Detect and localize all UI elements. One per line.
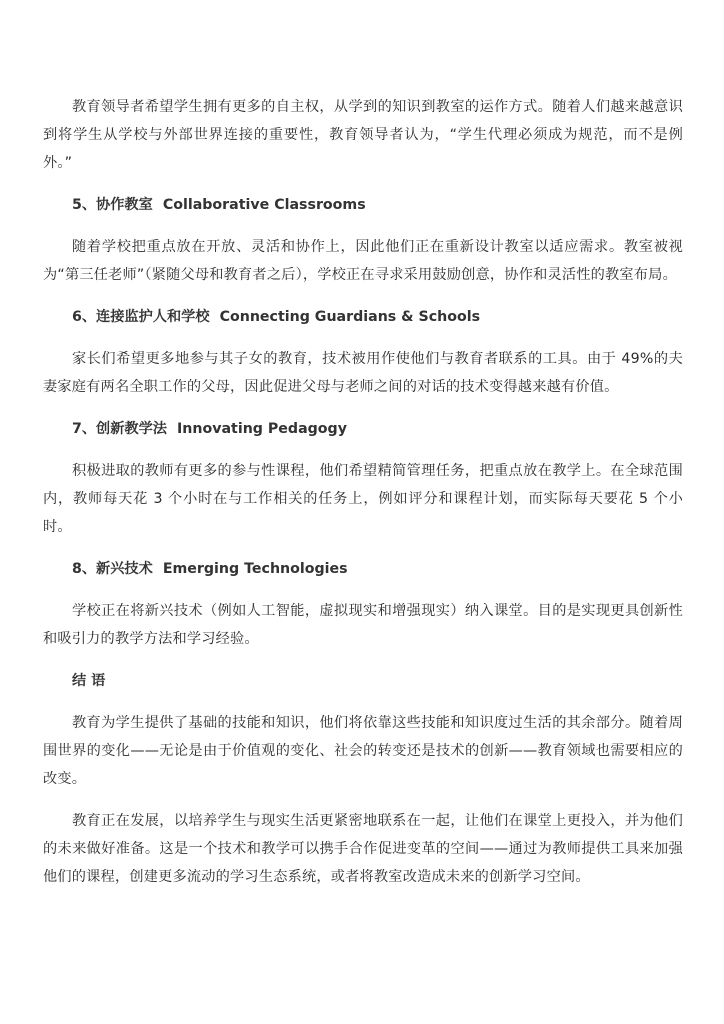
section-heading-en: Collaborative Classrooms bbox=[162, 197, 366, 213]
section-heading-cn: 8、新兴技术 bbox=[72, 561, 153, 577]
conclusion-heading: 结 语 bbox=[72, 673, 106, 689]
section-heading-cn: 5、协作教室 bbox=[72, 197, 153, 213]
section-body-emerging-technologies: 学校正在将新兴技术（例如人工智能，虚拟现实和增强现实）纳入课堂。目的是实现更具创新性和吸引力的教学方法和学习经验。 bbox=[43, 603, 683, 647]
section-heading-connecting-guardians bbox=[43, 303, 683, 331]
conclusion-paragraph-2: 教育正在发展，以培养学生与现实生活更紧密地联系在一起，让他们在课堂上更投入，并为他们的未来做好准备。这是一个技术和教学可以携手合作促进变革的空间——通过为教师提供工具来加强他们的课程，创建更多流动的学习生态系统，或者将教室改造成未来的创新学习空间。 bbox=[43, 813, 683, 885]
conclusion-paragraph-1: 教育为学生提供了基础的技能和知识，他们将依靠这些技能和知识度过生活的其余部分。随着周围世界的变化——无论是由于价值观的变化、社会的转变还是技术的创新——教育领域也需要相应的改变。 bbox=[43, 715, 683, 787]
section-heading-en: Connecting Guardians & Schools bbox=[219, 309, 481, 325]
section-heading-cn: 7、创新教学法 bbox=[72, 421, 167, 437]
intro-paragraph: 教育领导者希望学生拥有更多的自主权，从学到的知识到教室的运作方式。随着人们越来越意识到将学生从学校与外部世界连接的重要性，教育领导者认为，“学生代理必须成为规范，而不是例外。” bbox=[43, 99, 683, 171]
section-heading-collaborative-classrooms bbox=[43, 191, 683, 219]
section-heading-emerging-technologies bbox=[43, 555, 683, 583]
section-body-connecting-guardians: 家长们希望更多地参与其子女的教育，技术被用作使他们与教育者联系的工具。由于 49%的夫妻家庭有两名全职工作的父母，因此促进父母与老师之间的对话的技术变得越来越有价值。 bbox=[43, 351, 683, 395]
document-page bbox=[43, 93, 683, 905]
section-heading-en: Innovating Pedagogy bbox=[177, 421, 347, 437]
section-heading-innovating-pedagogy bbox=[43, 415, 683, 443]
section-heading-cn: 6、连接监护人和学校 bbox=[72, 309, 210, 325]
section-body-innovating-pedagogy: 积极进取的教师有更多的参与性课程，他们希望精简管理任务，把重点放在教学上。在全球范围内，教师每天花 3 个小时在与工作相关的任务上，例如评分和课程计划，而实际每天要花 5 个小时。 bbox=[43, 463, 683, 535]
section-heading-en: Emerging Technologies bbox=[162, 561, 348, 577]
section-body-collaborative-classrooms: 随着学校把重点放在开放、灵活和协作上，因此他们正在重新设计教室以适应需求。教室被视为“第三任老师”（紧随父母和教育者之后），学校正在寻求采用鼓励创意，协作和灵活性的教室布局。 bbox=[43, 239, 683, 283]
